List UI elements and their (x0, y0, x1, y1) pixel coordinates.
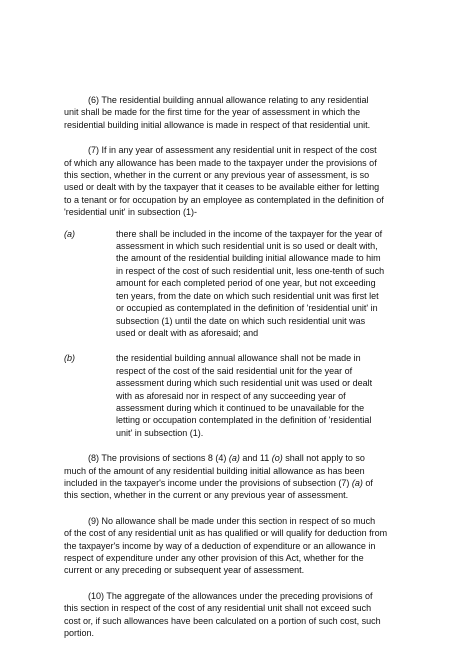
text-run-italic: (a) (228, 453, 240, 464)
item-text-a (116, 228, 394, 340)
text-run: and 11 (239, 453, 272, 464)
paragraph-7 (64, 144, 394, 218)
text-line: in respect of the cost of such residential unit, less one-tenth of such (116, 265, 385, 276)
text-line: ten years, from the date on which such residential unit was first let (116, 290, 379, 301)
text-line: assessment during which it continued to be unavailable for the (116, 402, 365, 413)
text-line: of which any allowance has been made to the taxpayer under the provisions of (64, 157, 377, 168)
text-line: (9) No allowance shall be made under this section in respect of so much (88, 515, 376, 526)
item-text-b (116, 352, 394, 439)
text-line: cost or, if such allowances have been calculated on a portion of such cost, such (64, 615, 381, 626)
text-line: the residential building annual allowance shall not be made in (116, 353, 361, 364)
text-line: to a tenant or for occupation by an employee as contemplated in the definition of (64, 194, 384, 205)
list-item-a (64, 228, 394, 340)
list-item-b (64, 352, 394, 439)
text-line: current or any preceding or subsequent year of assessment. (64, 565, 305, 576)
text-line: there shall be included in the income of the taxpayer for the year of (116, 228, 383, 239)
text-run-italic: (a) (351, 477, 363, 488)
text-line: (10) The aggregate of the allowances under the preceding provisions of (88, 590, 373, 601)
text-line: used or dealt with as aforesaid; and (116, 327, 259, 338)
text-line (64, 477, 394, 489)
document-body (64, 94, 394, 652)
text-line: with as aforesaid nor in respect of any succeeding year of (116, 390, 346, 401)
text-line: the amount of the residential building initial allowance made to him (116, 253, 381, 264)
text-line: letting or occupation contemplated in the definition of 'residential (116, 415, 372, 426)
paragraph-8 (64, 452, 394, 502)
text-run: shall not apply to so (282, 453, 365, 464)
text-line: used or dealt with by the taxpayer that it ceases to be available either for letting (64, 182, 380, 193)
text-run: included in the taxpayer's income under the provisions of subsection (7) (64, 477, 352, 488)
text-line: (6) The residential building annual allowance relating to any residential (88, 95, 369, 105)
text-line: respect of expenditure under any other provision of this Act, whether for the (64, 553, 364, 563)
text-line: or occupied as contemplated in the definition of 'residential unit' in (116, 303, 378, 314)
text-line: unit shall be made for the first time for the year of assessment in which the (64, 107, 361, 118)
paragraph-6 (64, 94, 394, 131)
text-line: 'residential unit' in subsection (1)- (64, 207, 198, 218)
text-run: (8) The provisions of sections 8 (4) (88, 453, 229, 464)
text-line: the taxpayer's income by way of a deduction of expenditure or an allowance in (64, 540, 376, 551)
text-line: of the cost of any residential unit as has qualified or will qualify for deduction from (64, 528, 388, 539)
item-label-a: (a) (64, 228, 75, 239)
text-line: portion. (64, 628, 95, 639)
text-line (64, 452, 394, 464)
text-line: subsection (1) until the date on which such residential unit was (116, 315, 366, 326)
text-line: amount for each completed period of one year, but not exceeding (116, 278, 376, 289)
text-line: assessment during which such residential unit was used or dealt (116, 378, 373, 389)
text-run-italic: (o) (271, 453, 283, 464)
text-line: this section, whether in the current or any previous year of assessment, is so (64, 170, 370, 181)
text-line: (7) If in any year of assessment any residential unit in respect of the cost (88, 145, 377, 156)
text-line: respect of the cost of the said residential unit for the year of (116, 365, 353, 376)
text-line: residential building initial allowance is made in respect of that residential unit. (64, 119, 371, 130)
text-line: much of the amount of any residential building initial allowance as has been (64, 465, 365, 476)
text-line: this section in respect of the cost of any residential unit shall not exceed such (64, 603, 372, 614)
text-line: this section, whether in the current or any previous year of assessment. (64, 490, 349, 501)
text-line: unit' in subsection (1). (116, 427, 204, 438)
text-run: of (362, 477, 373, 488)
item-label-b: (b) (64, 353, 75, 364)
paragraph-10 (64, 590, 394, 640)
paragraph-9 (64, 515, 394, 577)
text-line: assessment in which such residential unit is so used or dealt with, (116, 241, 378, 252)
